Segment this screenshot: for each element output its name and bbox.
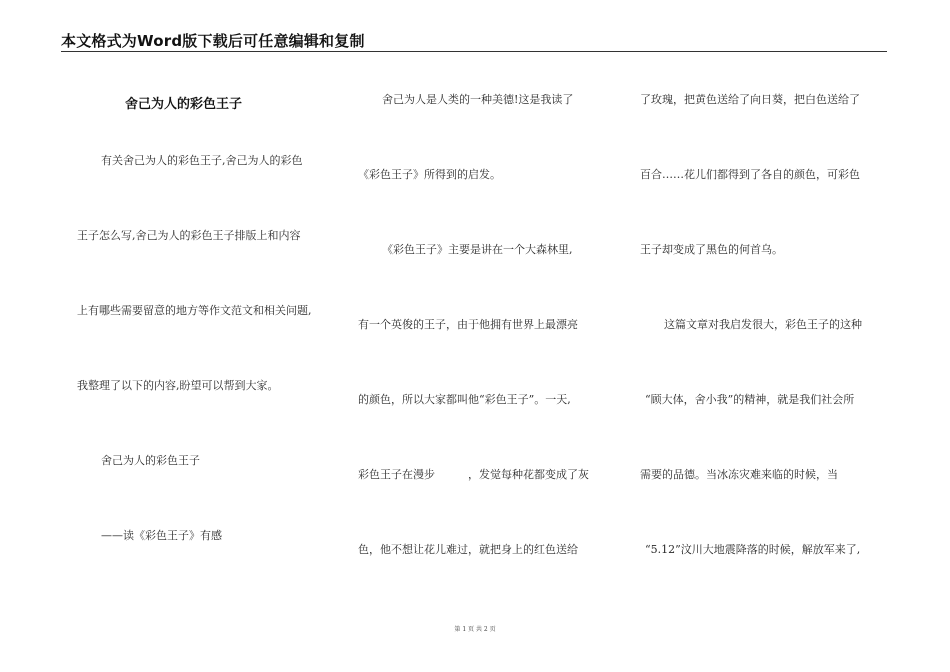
- page-number: 第 1 页 共 2 页: [454, 626, 496, 633]
- text-line: 百合……花儿们都得到了各自的颜色，可彩色: [640, 168, 860, 181]
- text-line: 《彩色王子》主要是讲在一个大森林里,: [382, 243, 573, 256]
- text-line: 《彩色王子》所得到的启发。: [358, 168, 501, 181]
- text-line: 上有哪些需要留意的地方等作文范文和相关问题,: [77, 304, 312, 317]
- text-line: “5.12”汶川大地震降落的时候，解放军来了,: [645, 543, 861, 556]
- text-line: 这篇文章对我启发很大，彩色王子的这种: [664, 318, 862, 331]
- text-line: 了玫瑰，把黄色送给了向日葵，把白色送给了: [640, 93, 860, 106]
- text-line: 有一个英俊的王子，由于他拥有世界上最漂亮: [358, 318, 578, 331]
- text-line: 舍己为人是人类的一种美德!这是我读了: [382, 93, 574, 106]
- header-rule: [61, 51, 887, 52]
- text-line: 舍己为人的彩色王子: [101, 454, 200, 467]
- text-line: ——读《彩色王子》有感: [101, 529, 222, 542]
- text-line: “顾大体，舍小我”的精神，就是我们社会所: [645, 393, 855, 406]
- text-line: 有关舍己为人的彩色王子,舍己为人的彩色: [101, 154, 303, 167]
- text-line: 的颜色，所以大家都叫他“彩色王子”。一天,: [358, 393, 571, 406]
- text-line: 彩色王子在漫步 ，发觉每种花都变成了灰: [358, 468, 589, 481]
- text-line: 色，他不想让花儿难过，就把身上的红色送给: [358, 543, 578, 556]
- text-line: 王子却变成了黑色的何首乌。: [640, 243, 783, 256]
- text-line: 王子怎么写,舍己为人的彩色王子排版上和内容: [77, 229, 301, 242]
- document-title: 舍己为人的彩色王子: [125, 97, 243, 112]
- text-line: 我整理了以下的内容,盼望可以帮到大家。: [77, 379, 279, 392]
- page-header-title: 本文格式为Word版下载后可任意编辑和复制: [61, 32, 365, 50]
- text-line: 需要的品德。当冰冻灾难来临的时候，当: [640, 468, 838, 481]
